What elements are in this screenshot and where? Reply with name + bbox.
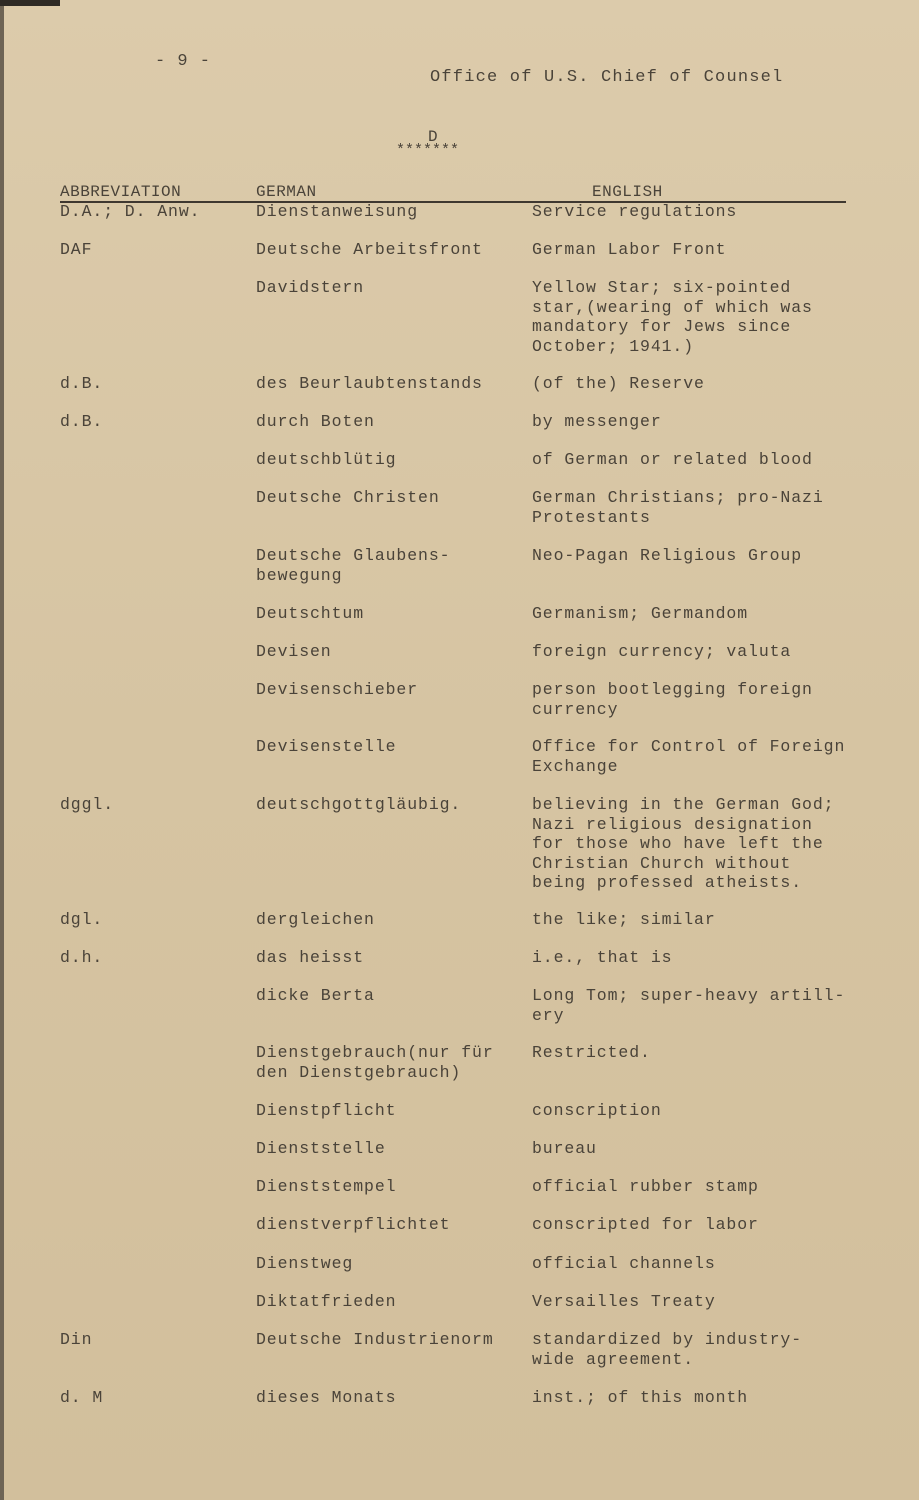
german-cell: Devisenstelle xyxy=(256,737,397,756)
english-cell: inst.; of this month xyxy=(532,1388,749,1407)
german-cell: Dienststempel xyxy=(256,1177,397,1196)
german-cell: Diktatfrieden xyxy=(256,1292,397,1311)
german-cell: dieses Monats xyxy=(256,1388,397,1407)
abbreviation-cell: DAF xyxy=(60,240,93,259)
office-heading: Office of U.S. Chief of Counsel xyxy=(430,68,784,87)
abbreviation-cell: d.B. xyxy=(60,412,104,431)
german-cell: dergleichen xyxy=(256,910,375,929)
german-cell: Devisenschieber xyxy=(256,680,419,699)
abbreviation-cell: dggl. xyxy=(60,795,115,814)
english-cell: bureau xyxy=(532,1139,597,1158)
german-cell: deutschblütig xyxy=(256,450,397,469)
english-cell: Yellow Star; six-pointed star,(wearing of which was mandatory for Jews since October; 1941.) xyxy=(532,278,813,356)
german-cell: Deutsche Christen xyxy=(256,488,440,507)
english-cell: Versailles Treaty xyxy=(532,1292,716,1311)
german-cell: Deutschtum xyxy=(256,604,365,623)
german-cell: Devisen xyxy=(256,642,332,661)
english-cell: Office for Control of Foreign Exchange xyxy=(532,737,846,776)
english-cell: official rubber stamp xyxy=(532,1177,759,1196)
english-cell: Long Tom; super-heavy artill- ery xyxy=(532,986,846,1025)
abbreviation-cell: D.A.; D. Anw. xyxy=(60,202,201,221)
section-letter: D xyxy=(428,128,438,146)
german-cell: Deutsche Arbeitsfront xyxy=(256,240,483,259)
english-cell: i.e., that is xyxy=(532,948,673,967)
english-cell: foreign currency; valuta xyxy=(532,642,792,661)
abbreviation-cell: Din xyxy=(60,1330,93,1349)
column-header-german: GERMAN xyxy=(256,183,317,201)
english-cell: standardized by industry- wide agreement. xyxy=(532,1330,803,1369)
english-cell: person bootlegging foreign currency xyxy=(532,680,813,719)
english-cell: German Labor Front xyxy=(532,240,727,259)
english-cell: German Christians; pro-Nazi Protestants xyxy=(532,488,824,527)
german-cell: Dienststelle xyxy=(256,1139,386,1158)
german-cell: Dienstweg xyxy=(256,1254,354,1273)
german-cell: deutschgottgläubig. xyxy=(256,795,462,814)
english-cell: of German or related blood xyxy=(532,450,813,469)
english-cell: conscription xyxy=(532,1101,662,1120)
abbreviation-cell: d. M xyxy=(60,1388,104,1407)
page-number: - 9 - xyxy=(155,52,212,71)
abbreviation-cell: d.B. xyxy=(60,374,104,393)
english-cell: official channels xyxy=(532,1254,716,1273)
column-header-abbreviation: ABBREVIATION xyxy=(60,183,182,201)
abbreviation-cell: dgl. xyxy=(60,910,104,929)
german-cell: Deutsche Industrienorm xyxy=(256,1330,494,1349)
german-cell: das heisst xyxy=(256,948,365,967)
german-cell: dienstverpflichtet xyxy=(256,1215,451,1234)
english-cell: Neo-Pagan Religious Group xyxy=(532,546,803,565)
german-cell: Dienstanweisung xyxy=(256,202,419,221)
english-cell: (of the) Reserve xyxy=(532,374,705,393)
german-cell: Dienstgebrauch(nur für den Dienstgebrauch) xyxy=(256,1043,494,1082)
english-cell: conscripted for labor xyxy=(532,1215,759,1234)
english-cell: Restricted. xyxy=(532,1043,651,1062)
german-cell: Dienstpflicht xyxy=(256,1101,397,1120)
english-cell: the like; similar xyxy=(532,910,716,929)
column-header-english: ENGLISH xyxy=(592,183,663,201)
german-cell: Deutsche Glaubens- bewegung xyxy=(256,546,451,585)
page-corner-mark xyxy=(0,0,60,6)
german-cell: des Beurlaubtenstands xyxy=(256,374,483,393)
german-cell: dicke Berta xyxy=(256,986,375,1005)
german-cell: Davidstern xyxy=(256,278,365,297)
english-cell: Service regulations xyxy=(532,202,738,221)
section-stars: ******* xyxy=(396,142,460,159)
english-cell: Germanism; Germandom xyxy=(532,604,749,623)
english-cell: believing in the German God; Nazi religious designation for those who have left the Christian Church without being professed atheists. xyxy=(532,795,835,892)
german-cell: durch Boten xyxy=(256,412,375,431)
abbreviation-cell: d.h. xyxy=(60,948,104,967)
page-edge-shadow xyxy=(0,0,4,1500)
english-cell: by messenger xyxy=(532,412,662,431)
